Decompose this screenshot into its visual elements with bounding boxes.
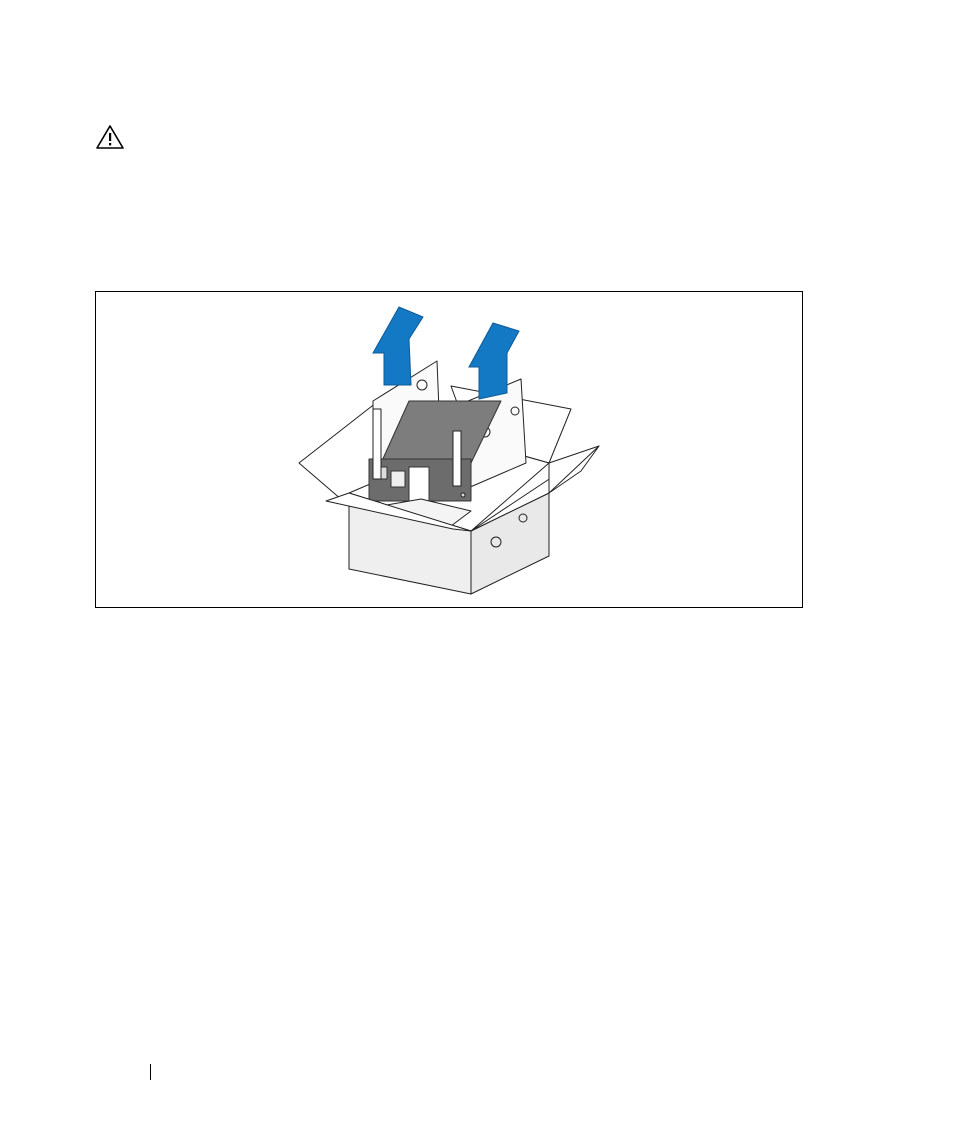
lifting-cabinet-illustration: [96, 292, 802, 607]
footer-separator: [150, 1064, 151, 1080]
lift-arrow-icon: [373, 307, 423, 385]
figure-box: [95, 291, 803, 608]
warning-triangle-icon: [95, 124, 125, 150]
